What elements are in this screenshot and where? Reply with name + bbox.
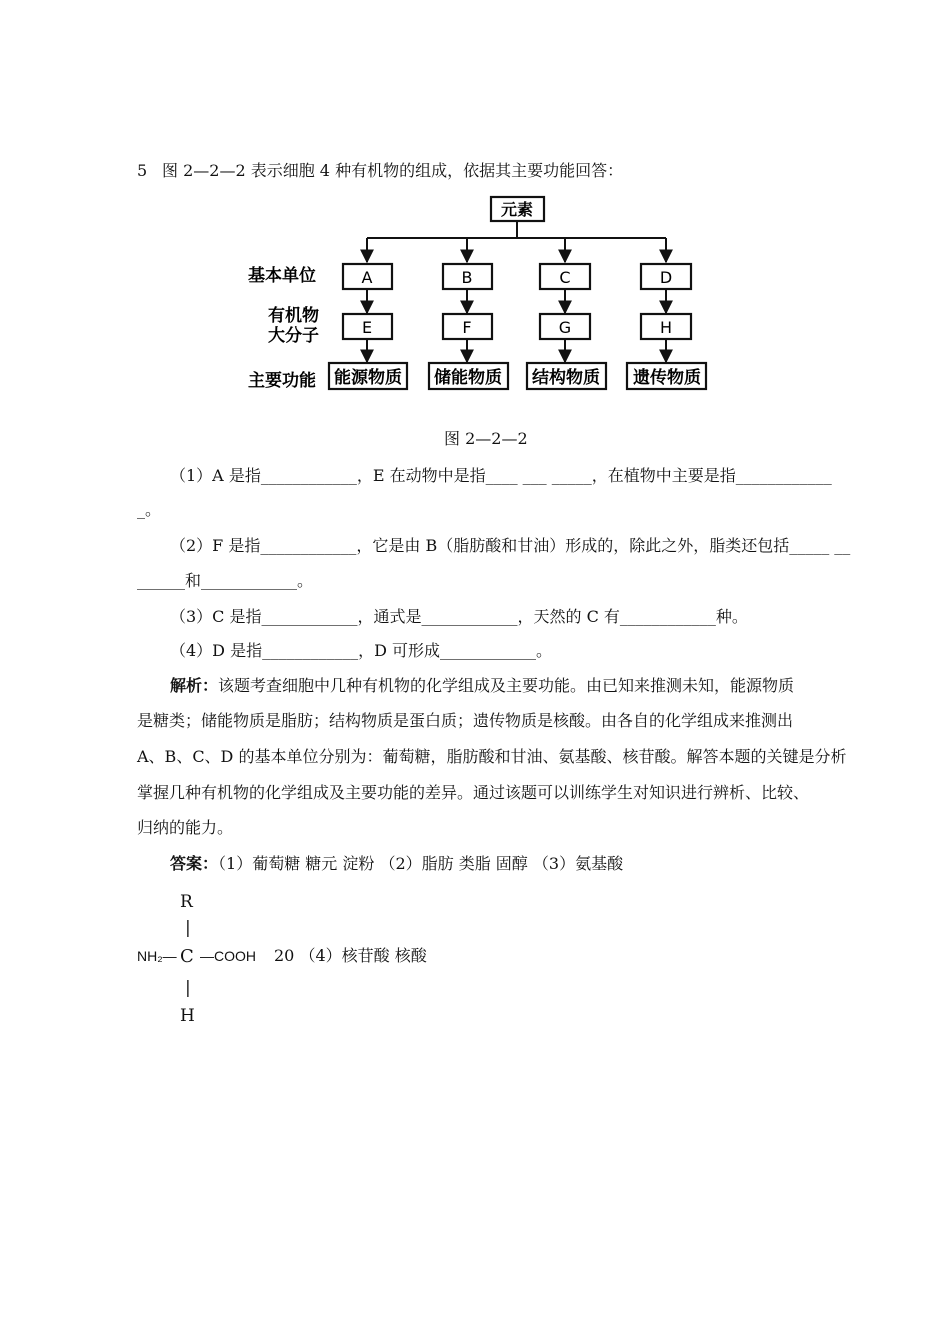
row-label-function: 主要功能 — [248, 371, 316, 391]
answer-tail: 20 （4）核苷酸 核酸 — [274, 946, 427, 965]
unit-b: B — [461, 268, 473, 287]
formula-r: R — [180, 892, 193, 912]
unit-c: C — [559, 268, 571, 287]
formula-nh2: NH₂— — [137, 948, 177, 964]
question-stem: 图 2—2—2 表示细胞 4 种有机物的组成，依据其主要功能回答： — [162, 161, 624, 180]
unit-d: D — [659, 268, 673, 287]
macro-g: G — [558, 318, 572, 337]
figure-caption: 图 2—2—2 — [444, 429, 528, 448]
formula-bar-bottom: | — [185, 978, 191, 998]
part-3: （3）C 是指____________，通式是____________，天然的 C 有____________种。 — [170, 607, 748, 626]
part-2-line-2: ______和____________。 — [137, 571, 314, 590]
analysis-text-1: 该题考查细胞中几种有机物的化学组成及主要功能。由已知来推测未知，能源物质 — [218, 676, 795, 695]
function-a: 能源物质 — [334, 368, 402, 388]
answer-line-1 — [170, 854, 623, 874]
analysis-line-2: 是糖类；储能物质是脂肪；结构物质是蛋白质；遗传物质是核酸。由各自的化学组成来推测出 — [137, 711, 794, 730]
analysis-label: 解析： — [170, 676, 219, 695]
formula-c: C — [180, 946, 194, 967]
function-b: 储能物质 — [434, 368, 502, 388]
question-number: 5 — [137, 161, 148, 180]
part-1-line-2: _。 — [137, 500, 162, 519]
macro-e: E — [361, 318, 373, 337]
organic-compound-diagram — [0, 190, 950, 450]
function-c: 结构物质 — [532, 368, 600, 388]
answer-text-1: （1）葡萄糖 糖元 淀粉 （2）脂肪 类脂 固醇 （3）氨基酸 — [218, 854, 624, 873]
formula-bar-top: | — [185, 918, 191, 938]
element-text: 元素 — [500, 200, 534, 219]
row-label-unit: 基本单位 — [248, 266, 316, 286]
analysis-line-5: 归纳的能力。 — [137, 818, 234, 837]
analysis-line-4: 掌握几种有机物的化学组成及主要功能的差异。通过该题可以训练学生对知识进行辨析、比较、 — [137, 783, 810, 802]
function-d: 遗传物质 — [633, 368, 701, 388]
analysis-line-3: A、B、C、D 的基本单位分别为：葡萄糖，脂肪酸和甘油、氨基酸、核苷酸。解答本题的关键是分析 — [137, 747, 847, 766]
row-label-macro: 大分子 — [268, 326, 319, 346]
formula-cooh: —COOH — [200, 948, 256, 964]
macro-h: H — [659, 318, 673, 337]
row-label-organic: 有机物 — [268, 306, 319, 326]
part-4: （4）D 是指____________，D 可形成____________。 — [170, 641, 553, 660]
macro-f: F — [462, 318, 472, 337]
unit-a: A — [361, 268, 373, 287]
formula-h: H — [180, 1006, 195, 1026]
part-2-line-1: （2）F 是指____________，它是由 B（脂肪酸和甘油）形成的，除此之外，脂类还包括_____ __ — [170, 536, 851, 555]
answer-label: 答案： — [170, 854, 219, 873]
part-1-line-1: （1）A 是指____________，E 在动物中是指____ ___ _____，在植物中主要是指____________ — [170, 466, 832, 485]
analysis-line-1 — [170, 676, 794, 696]
